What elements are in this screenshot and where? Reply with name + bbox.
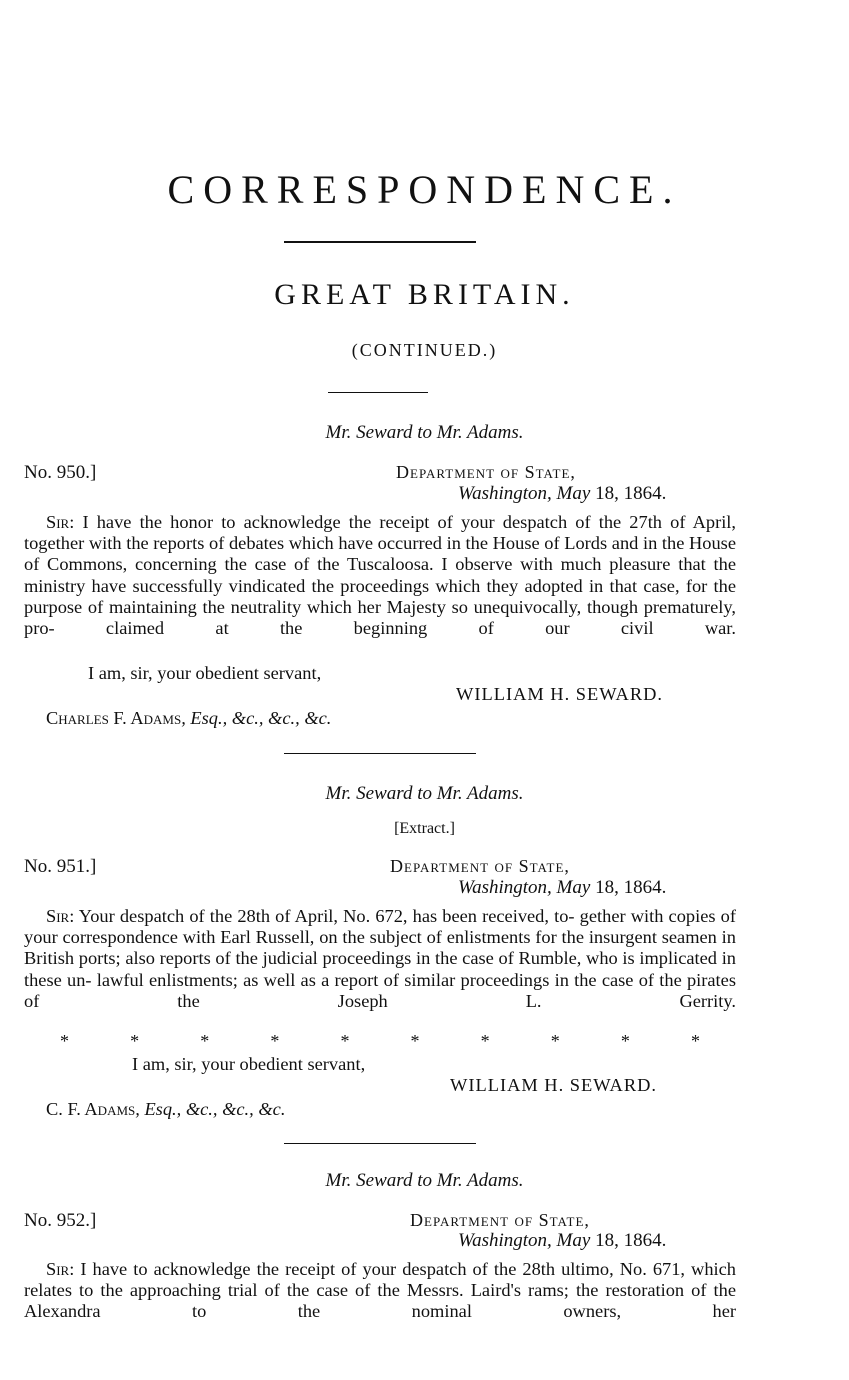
letter-divider	[284, 753, 476, 754]
letter-date	[458, 877, 666, 899]
title-divider	[284, 241, 476, 243]
continued-label: (CONTINUED.)	[351, 340, 498, 360]
letter-place: Washington,	[458, 483, 552, 504]
letter-addressee: C. F. Adams, Esq., &c., &c., &c.	[46, 1099, 286, 1119]
letter-closing: I am, sir, your obedient servant,	[88, 663, 322, 683]
letter-number: No. 950.]	[24, 462, 97, 483]
letter-month: May	[556, 1230, 591, 1251]
letter-heading: Mr. Seward to Mr. Adams.	[325, 1170, 524, 1191]
body-paragraph: Sir: I have the honor to acknowledge the receipt of your despatch of the 27th of April, together with the reports of debates which have occurred in the House of Lords and in the House of Commons, concerning the case of the Tuscaloosa. I observe with much pleasure that the ministry have successfully vindicated the proceedings which they adopted in that case, for the purpose of maintaining the neutrality which her Majesty so unequivocally, though prematurely, pro- claimed at the beginning of our civil war.	[24, 512, 737, 639]
letter-day-year: 18, 1864.	[595, 1230, 667, 1251]
letter-divider	[284, 1143, 476, 1144]
salutation: Sir	[46, 906, 70, 926]
letter-heading: Mr. Seward to Mr. Adams.	[325, 783, 524, 804]
letter-number: No. 952.]	[24, 1210, 97, 1231]
section-divider	[328, 392, 428, 393]
letter-signature: WILLIAM H. SEWARD.	[450, 1075, 657, 1095]
letter-department: Department of State,	[410, 1210, 590, 1230]
letter-addressee: Charles F. Adams, Esq., &c., &c., &c.	[46, 708, 332, 728]
letter-date	[458, 1230, 666, 1252]
letter-closing: I am, sir, your obedient servant,	[132, 1054, 366, 1074]
section-title: GREAT BRITAIN.	[274, 278, 575, 311]
letter-place: Washington,	[458, 877, 552, 898]
letter-body	[24, 512, 736, 660]
letter-day-year: 18, 1864.	[595, 483, 667, 504]
letter-department: Department of State,	[390, 856, 570, 876]
salutation: Sir	[46, 1259, 70, 1279]
letter-month: May	[556, 483, 591, 504]
page-title: CORRESPONDENCE.	[167, 167, 682, 212]
letter-place: Washington,	[458, 1230, 552, 1251]
extract-label: [Extract.]	[394, 820, 455, 837]
letter-body	[24, 906, 736, 1033]
body-paragraph: Sir: I have to acknowledge the receipt of your despatch of the 28th ultimo, No. 671, which relates to the approaching trial of the case of the Messrs. Laird's rams; the restoration of the Alexandra to the nominal owners, her	[24, 1259, 736, 1322]
letter-heading: Mr. Seward to Mr. Adams.	[325, 422, 524, 443]
letter-department: Department of State,	[396, 462, 576, 482]
salutation: Sir	[46, 512, 70, 532]
letter-signature: WILLIAM H. SEWARD.	[456, 684, 663, 704]
letter-date	[458, 483, 666, 505]
letter-month: May	[556, 877, 591, 898]
body-paragraph: Sir: Your despatch of the 28th of April, No. 672, has been received, to- gether with copies of your correspondence with Earl Russell, on the subject of enlistments for the insurgent seamen in British ports; also reports of the judicial proceedings in the case of Rumble, who is implicated in these un- lawful enlistments; as well as a report of similar proceedings in the case of the pirates of the Joseph L. Gerrity.	[24, 906, 737, 1011]
letter-day-year: 18, 1864.	[595, 877, 667, 898]
letter-number: No. 951.]	[24, 856, 97, 877]
omission-stars: * * * * * * * * * *	[60, 1031, 700, 1051]
letter-body	[24, 1259, 736, 1344]
